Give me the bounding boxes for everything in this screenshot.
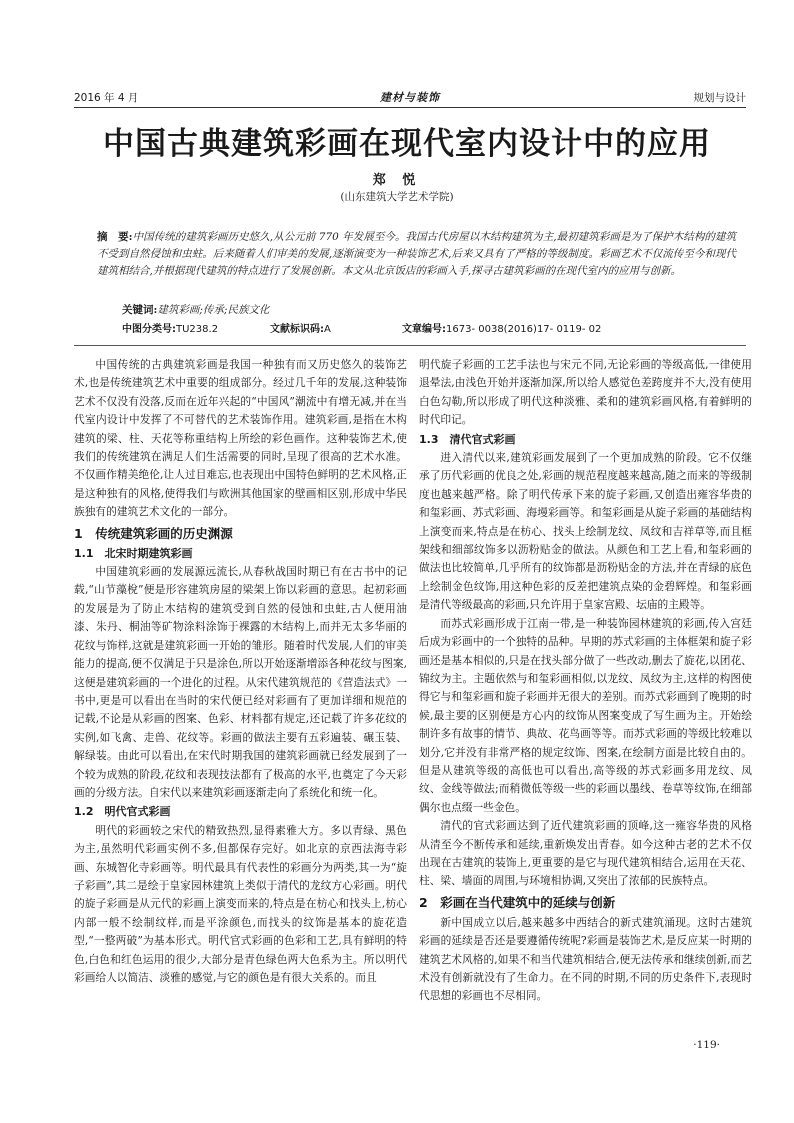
subsection-heading-1-1: 1.1 北宋时期建筑彩画 [74, 546, 193, 560]
abstract-label: 摘 要: [97, 231, 133, 243]
keywords [122, 302, 269, 317]
paragraph-1-2-continued: 明代旋子彩画的工艺手法也与宋元不同,无论彩画的等级高低,一律使用退晕法,由浅色开始并逐渐加深,所以给人感觉色差跨度并不大,没有使用白色勾勒,所以形成了明代这种淡雅、柔和的建筑彩画风格,有着鲜明的时代印记。 [419, 358, 752, 427]
author: 郑 悦 [372, 173, 422, 188]
right-column [419, 356, 752, 1006]
paragraph-1-3-c: 清代的官式彩画达到了近代建筑彩画的顶峰,这一雍容华贵的风格从清至今不断传承和延续,重新焕发出青春。如今这种古老的艺术不仅出现在古建筑的装饰上,更重要的是它与现代建筑相结合,运用在天花、柱、梁、墙面的周围,与环境相协调,又突出了浓郁的民族特点。 [419, 819, 752, 888]
paragraph-1-2: 明代的彩画较之宋代的精致热烈,显得素雅大方。多以青绿、黑色为主,虽然明代彩画实例不多,但都保存完好。如北京的京西法海寺彩画、东城智化寺彩画等。明代最具有代表性的彩画分为两类,其一为“旋子彩画”,其二是绘于皇家园林建筑上类似于清代的龙纹方心彩画。明代的旋子彩画是从元代的彩画上演变而来的,特点是在枋心和找头上,枋心内部一般不绘制纹样,而是平涂颜色,而找头的纹饰是基本的旋花造型,“一整两破”为基本形式。明代官式彩画的色彩和工艺,具有鲜明的特色,白色和红色运用的很少,大部分是青色绿色两大色系为主。所以明代彩画给人以简洁、淡雅的感觉,与它的颜色是有很大关系的。而且 [74, 823, 407, 984]
clc-code: 中图分类号:TU238.2 [122, 324, 219, 335]
affiliation: (山东建筑大学艺术学院) [340, 191, 454, 203]
subsection-heading-1-2: 1.2 明代官式彩画 [74, 805, 171, 819]
paragraph-1-1: 中国建筑彩画的发展源远流长,从春秋战国时期已有在古书中的记载,“山节藻梲”便是形容建筑房屋的梁架上饰以彩画的意思。起初彩画的发展是为了防止木结构的建筑受到自然的侵蚀和虫蛀,古人便用油漆、朱丹、桐油等矿物涂料涂饰于裸露的木结构上,而并无太多华丽的花纹与饰样,这就是建筑彩画一开始的雏形。随着时代发展,人们的审美能力的提高,便不仅满足于只是涂色,所以开始逐渐增添各种花纹与图案,这便是建筑彩画的一个进化的过程。从宋代建筑规范的《营造法式》一书中,更是可以看出在当时的宋代便已经对彩画有了更加详细和规范的记载,不论是从彩画的图案、色彩、材料都有规定,还记载了许多花纹的实例,如飞禽、走兽、花纹等。彩画的做法主要有五彩遍装、碾玉装、解绿装。由此可以看出,在宋代时期我国的建筑彩画就已经发展到了一个较为成熟的阶段,花纹和表现技法都有了极高的水平,也奠定了今天彩画的分级方法。自宋代以来建筑彩画逐渐走向了系统化和统一化。 [74, 565, 407, 799]
body-rule [74, 345, 746, 346]
article-title: 中国古典建筑彩画在现代室内设计中的应用 [103, 126, 711, 162]
section-heading-1: 1 传统建筑彩画的历史渊源 [74, 525, 233, 541]
header-date: 2016 年 4 月 [74, 92, 139, 104]
doc-code: 文献标识码:A [270, 324, 331, 335]
header-section: 规划与设计 [693, 92, 746, 104]
paragraph-2: 新中国成立以后,越来越多中西结合的新式建筑涌现。这时古建筑彩画的延续是否还是要遵循传统呢?彩画是装饰艺术,是反应某一时期的建筑艺术风格的,如果不和当代建筑相结合,便无法传承和继续创新,而艺术没有创新就没有了生命力。在不同的时期,不同的历史条件下,表现时代思想的彩画也不尽相同。 [419, 915, 752, 1003]
paragraph-1-3-a: 进入清代以来,建筑彩画发展到了一个更加成熟的阶段。它不仅继承了历代彩画的优良之处,彩画的规范程度越来越高,随之而来的等级制度也越来越严格。除了明代传承下来的旋子彩画,又创造出雍容华贵的和玺彩画、苏式彩画、海墁彩画等。和玺彩画是从旋子彩画的基础结构上演变而来,特点是在枋心、找头上绘制龙纹、凤纹和吉祥草等,而且框架线和细部纹饰多以沥粉贴金的做法。从颜色和工艺上看,和玺彩画的做法也比较简单,几乎所有的纹饰都是沥粉贴金的方法,并在青绿的底色上绘制金色纹饰,用这种色彩的反差把建筑点染的金碧辉煌。和玺彩画是清代等级最高的彩画,只允许用于皇家宫殿、坛庙的主殿等。 [419, 451, 752, 612]
intro-paragraph: 中国传统的古典建筑彩画是我国一种独有而又历史悠久的装饰艺术,也是传统建筑艺术中重要的组成部分。经过几千年的发展,这种装饰艺术不仅没有没落,反而在近年兴起的“中国风”潮流中有增无减,并在当代室内设计中发挥了不可替代的艺术装饰作用。建筑彩画,是指在木构建筑的梁、柱、天花等称重结构上所绘的彩色画作。这种装饰艺术,使我们的传统建筑在满足人们生活需要的同时,呈现了很高的艺术水准。不仅画作精美绝伦,让人过目难忘,也表现出中国特色鲜明的艺术风格,正是这种独有的风格,使得我们与欧洲其他国家的壁画相区别,形成中华民族独有的建筑艺术文化的一部分。 [74, 358, 407, 519]
keywords-text: 建筑彩画;传承;民族文化 [157, 304, 270, 316]
section-heading-2: 2 彩画在当代建筑中的延续与创新 [419, 894, 616, 910]
abstract [97, 229, 736, 280]
left-column [74, 356, 407, 987]
running-header [74, 90, 746, 106]
paragraph-1-3-b: 而苏式彩画形成于江南一带,是一种装饰园林建筑的彩画,传入宫廷后成为彩画中的一个独特的品种。早期的苏式彩画的主体框架和旋子彩画还是基本相似的,只是在找头部分做了一些改动,删去了旋花,以团花、锦纹为主。主题依然与和玺彩画相似,以龙纹、凤纹为主,这样的构图使得它与和玺彩画和旋子彩画并无很大的差别。而苏式彩画到了晚期的时候,最主要的区别便是方心内的纹饰从图案变成了写生画为主。开始绘制许多有故事的情节、典故、花鸟画等等。而苏式彩画的等级比较难以划分,它并没有非常严格的规定纹饰、图案,在绘制方面是比较自由的。但是从建筑等级的高低也可以看出,高等级的苏式彩画多用龙纹、凤纹、金线等做法;而稍微低等级一些的彩画以墨线、卷草等纹饰,在细部偶尔也点缀一些金色。 [419, 616, 752, 814]
header-rule [74, 107, 746, 108]
header-journal: 建材与装饰 [380, 91, 440, 104]
page-number: ·119· [693, 1039, 720, 1051]
article-number: 文章编号:1673- 0038(2016)17- 0119- 02 [402, 324, 602, 335]
keywords-label: 关键词: [122, 304, 158, 316]
abstract-text: 中国传统的建筑彩画历史悠久,从公元前 770 年发展至今。我国古代房屋以木结构建筑为主,最初建筑彩画是为了保护木结构的建筑不受到自然侵蚀和虫蛀。后来随着人们审美的发展,逐渐演变为一种装饰艺术,后来又具有了严格的等级制度。彩画艺术不仅流传至今和现代建筑相结合,并根据现代建筑的特点进行了发展创新。本文从北京饭店的彩画入手,探寻古建筑彩画的在现代室内的应用与创新。 [97, 231, 736, 277]
subsection-heading-1-3: 1.3 清代官式彩画 [419, 432, 516, 446]
